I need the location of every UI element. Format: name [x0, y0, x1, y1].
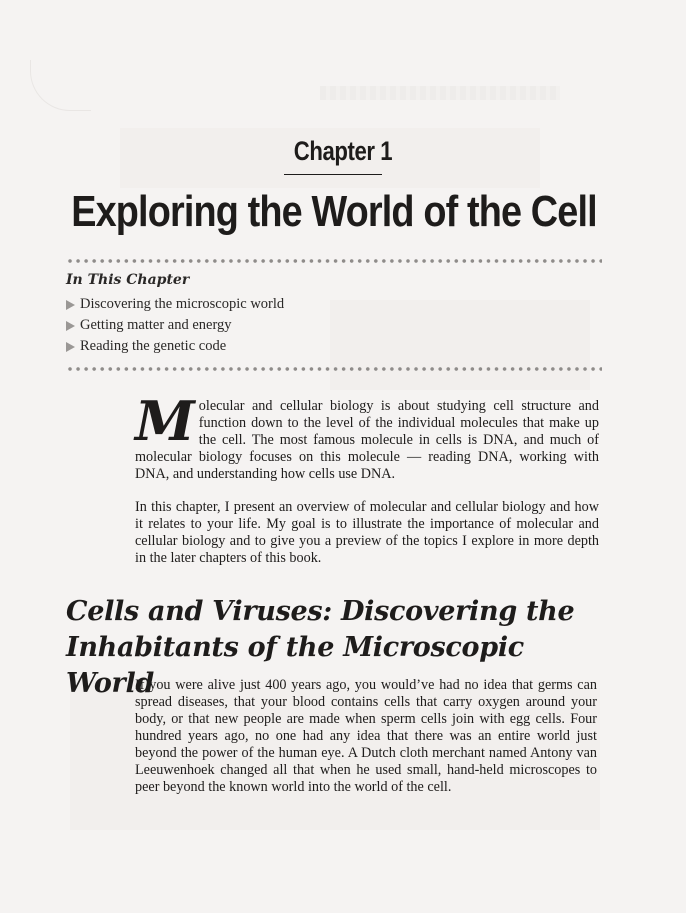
triangle-bullet-icon: [66, 342, 75, 352]
chapter-title: Exploring the World of the Cell: [71, 187, 597, 236]
intro-text: [135, 389, 599, 583]
section-body-paragraph: If you were alive just 400 years ago, you would’ve had no idea that germs can spread diseases, that your blood contains cells that carry oxygen around your body, or that new people are made when sperm cells join with egg cells. Four hundred years ago, no one had any idea that there was an entire world just beyond the power of the human eye. A Dutch cloth merchant named Antony van Leeuwenhoek changed all that when he used small, hand-held microscopes to peer beyond the known world into the world of the cell.: [135, 677, 597, 795]
list-item: [66, 336, 284, 357]
list-item: [66, 294, 284, 315]
list-item-text: Reading the genetic code: [80, 338, 227, 354]
show-through-curve: [30, 60, 91, 111]
show-through-text: [330, 300, 590, 390]
triangle-bullet-icon: [66, 321, 75, 331]
in-this-chapter-heading: In This Chapter: [66, 272, 190, 288]
drop-cap: M: [135, 389, 195, 453]
dotted-divider-top: [66, 259, 602, 263]
list-item: [66, 315, 284, 336]
chapter-label: Chapter 1: [293, 136, 393, 166]
triangle-bullet-icon: [66, 300, 75, 310]
list-item-text: Getting matter and energy: [80, 317, 232, 333]
chapter-rule: [284, 174, 382, 175]
list-item-text: Discovering the microscopic world: [80, 296, 285, 312]
show-through-header: [320, 86, 560, 100]
intro-paragraph-1: [135, 389, 599, 483]
intro-paragraph-2: In this chapter, I present an overview of molecular and cellular biology and how it relates to your life. My goal is to illustrate the importance of molecular and cellular biology and to give you a preview of the topics I explore in more depth in the later chapters of this book.: [135, 499, 599, 566]
in-this-chapter-list: [66, 294, 284, 357]
section-heading-line-2: Inhabitants of the Microscopic World: [66, 632, 524, 699]
dotted-divider-bottom: [66, 367, 602, 371]
intro-paragraph-1-text: olecular and cellular biology is about studying cell structure and function down to the level of the individual molecules that make up the cell. The most famous molecule in cells is DNA, and much of molecular biology focuses on this molecule — reading DNA, working with DNA, and understanding how cells use DNA.: [135, 398, 599, 482]
section-heading-line-1: Cells and Viruses: Discovering the: [66, 596, 575, 627]
